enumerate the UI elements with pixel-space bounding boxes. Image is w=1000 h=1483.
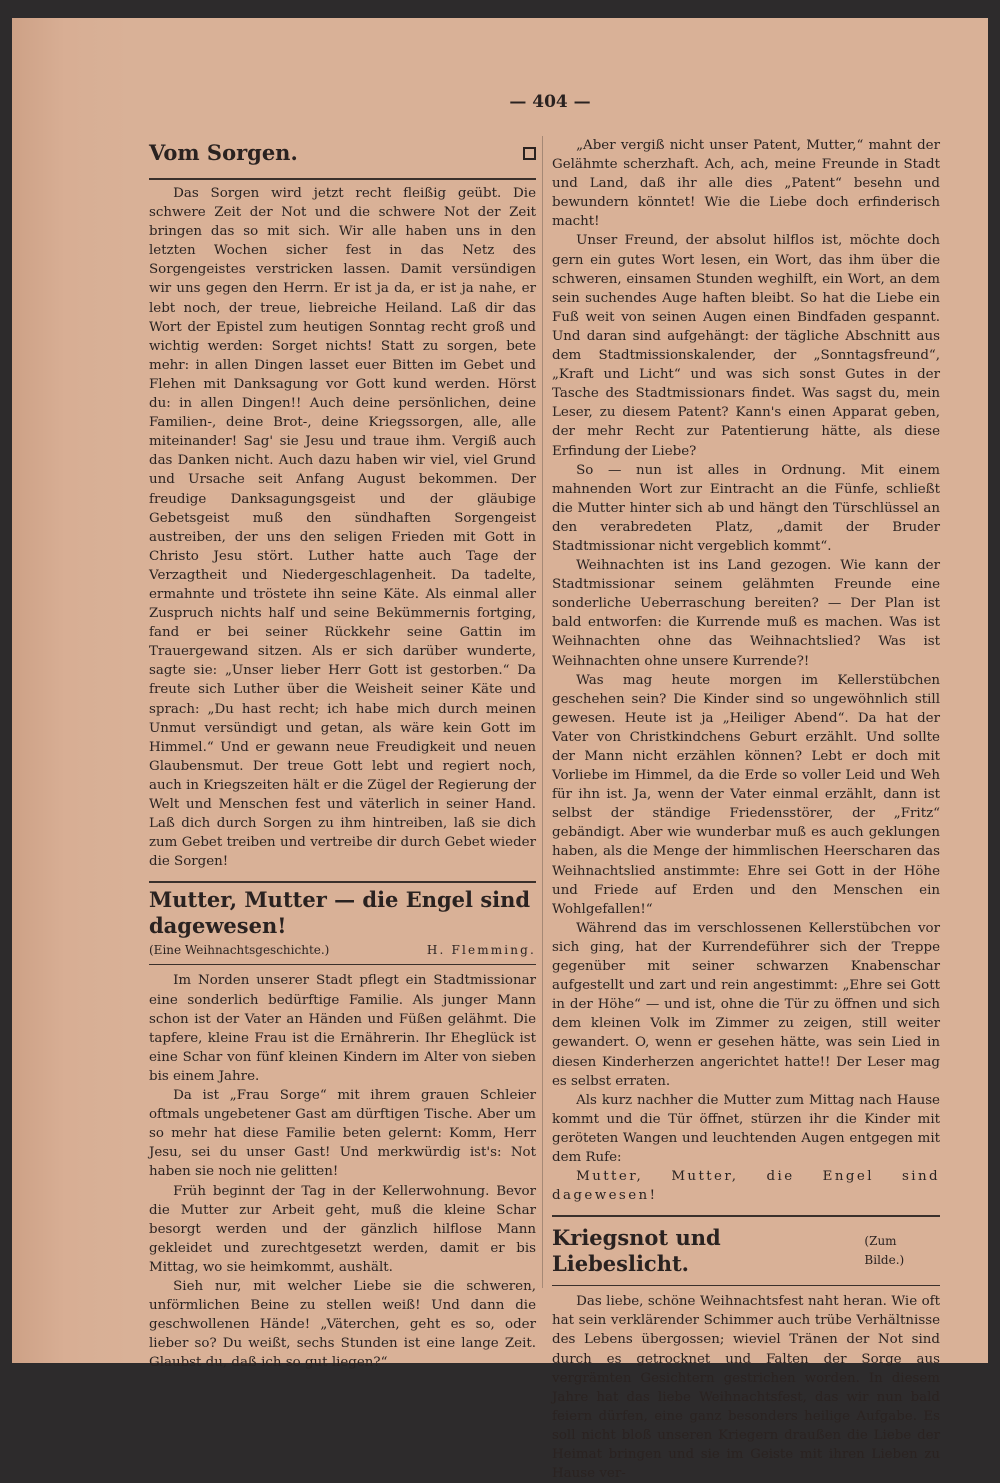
page-gutter	[12, 18, 130, 1363]
article-title: Vom Sorgen.	[149, 140, 298, 165]
section-divider	[149, 881, 536, 883]
article-paragraph: Unser Freund, der absolut hilflos ist, möchte doch gern ein gutes Wort lesen, ein Wort, das ihm über die schweren, einsamen Stunden weghilft, ein Wort, an dem sein suchendes Auge haften bleibt. So hat die Liebe ein Fuß weit von seinen Augen einen Bindfaden gespannt. Und daran sind aufgehängt: der tägliche Abschnitt aus dem Stadtmissionskalender, der „Sonntagsfreund“, „Kraft und Licht“ und was sich sonst Gutes in der Tasche des Stadtmissionars findet. Was sagst du, mein Leser, zu diesem Patent? Kann's einen Apparat geben, der mehr Recht zur Patentierung hätte, als diese Erfindung der Liebe?	[552, 233, 940, 459]
title-rule	[552, 1285, 940, 1286]
right-column	[542, 136, 940, 1482]
article-paragraph: „Aber vergiß nicht unser Patent, Mutter,“ mahnt der Gelähmte scherzhaft. Ach, ach, meine Freunde in Stadt und Land, daß ihr alle dies „Patent“ besehn und bewundern könntet! Wie die Liebe doch erfinderisch macht!	[552, 138, 940, 230]
article-paragraph: Das Sorgen wird jetzt recht fleißig geübt. Die schwere Zeit der Not und die schwere Not der Zeit bringen das so mit sich. Wir alle haben uns in den letzten Wochen sicher fest in das Netz des Sorgengeistes verstricken lassen. Damit versündigen wir uns gegen den Herrn. Er ist ja da, er ist ja nahe, er lebt noch, der treue, liebreiche Heiland. Laß dir das Wort der Epistel zum heutigen Sonntag recht groß und wichtig werden: Sorget nichts! Statt zu sorgen, bete mehr: in allen Dingen lasset euer Bitten im Gebet und Flehen mit Danksagung vor Gott kund werden. Hörst du: in allen Dingen!! Auch deine persönlichen, deine Familien-, deine Brot-, deine Kriegssorgen, alle, alle miteinander! Sag' sie Jesu und traue ihm. Vergiß auch das Danken nicht. Auch dazu haben wir viel, viel Grund und Ursache seit Anfang August bekommen. Der freudige Danksagungsgeist und der gläubige Gebetsgeist muß den sündhaften Sorgengeist austreiben, der uns den seligen Frieden mit Gott in Christo Jesu stört. Luther hatte auch Tage der Verzagtheit und Niedergeschlagenheit. Da tadelte, ermahnte und tröstete ihn seine Käte. Als einmal aller Zuspruch nichts half und seine Bekümmernis fortging, fand er bei seiner Rückkehr seine Gattin im Trauergewand sitzen. Als er sich darüber wunderte, sagte sie: „Unser lieber Herr Gott ist gestorben.“ Da freute sich Luther über die Weisheit seiner Käte und sprach: „Du hast recht; ich habe mich durch meinen Unmut versündigt und getan, als wäre kein Gott im Himmel.“ Und er gewann neue Freudigkeit und neuen Glaubensmut. Der treue Gott lebt und regiert noch, auch in Kriegszeiten hält er die Zügel der Regierung der Welt und Menschen fest und väterlich in seiner Hand. Laß dich durch Sorgen zu ihm hintreiben, laß sie dich zum Gebet treiben und vertreibe dir durch Gebet wieder die Sorgen!	[149, 186, 536, 870]
article-closing-line: Mutter, Mutter, die Engel sind dagewesen!	[552, 1169, 940, 1204]
article-paragraph: So — nun ist alles in Ordnung. Mit einem mahnenden Wort zur Eintracht an die Fünfe, schließt die Mutter hinter sich ab und hängt den Türschlüssel an den verabredeten Platz, „damit der Bruder Stadtmissionar nicht vergeblich kommt“.	[552, 462, 940, 554]
article-paragraph: Da ist „Frau Sorge“ mit ihrem grauen Schleier oftmals ungebetener Gast am dürftigen Tische. Aber um so mehr hat diese Familie beten gelernt: Komm, Herr Jesu, sei du unser Gast! Und merkwürdig ist's: Not haben sie noch nie gelitten!	[149, 1088, 536, 1180]
article-paragraph: Im Norden unserer Stadt pflegt ein Stadtmissionar eine sonderlich bedürftige Familie. Als junger Mann schon ist der Vater an Händen und Füßen gelähmt. Die tapfere, kleine Frau ist die Ernährerin. Ihr Eheglück ist eine Schar von fünf kleinen Kindern im Alter von sieben bis einem Jahre.	[149, 973, 536, 1084]
article-title: Kriegsnot und Liebeslicht.	[552, 1225, 721, 1277]
page-number: — 404 —	[509, 92, 591, 112]
article-header	[552, 1221, 940, 1283]
article-byline	[149, 941, 536, 960]
title-rule	[149, 964, 536, 965]
article-paragraph: Als kurz nachher die Mutter zum Mittag nach Hause kommt und die Tür öffnet, stürzen ihr die Kinder mit geröteten Wangen und leuchtenden Augen entgegen mit dem Rufe:	[552, 1092, 940, 1165]
article-author: H. Flemming.	[426, 943, 536, 958]
article-paragraph: Was mag heute morgen im Kellerstübchen geschehen sein? Die Kinder sind so ungewöhnlich still gewesen. Heute ist ja „Heiliger Abend“. Da hat der Vater von Christkindchens Geburt erzählt. Und sollte der Mann nicht erzählen können? Lebt er doch mit Vorliebe im Himmel, da die Erde so voller Leid und Weh für ihn ist. Ja, wenn der Vater einmal erzählt, dann ist selbst der ständige Friedensstörer, der „Fritz“ gebändigt. Aber wie wunderbar muß es auch geklungen haben, als die Menge der himmlischen Heerscharen das Weihnachtslied anstimmte: Ehre sei Gott in der Höhe und Friede auf Erden und den Menschen ein Wohlgefallen!“	[552, 672, 940, 917]
left-column	[149, 136, 536, 1371]
article-subtitle: (Eine Weihnachtsgeschichte.)	[149, 943, 330, 958]
article-paragraph: Sieh nur, mit welcher Liebe sie die schweren, unförmlichen Beine zu stellen weiß! Und dann die geschwollenen Hände! „Väterchen, geht es so, oder lieber so? Du weißt, sechs Stunden ist eine lange Zeit. Glaubst du, daß ich so gut liegen?“	[149, 1278, 536, 1371]
article-header	[149, 136, 536, 172]
title-rule	[149, 178, 536, 180]
article-title: Mutter, Mutter — die Engel sind dagewesen!	[149, 887, 531, 939]
article-paragraph: Weihnachten ist ins Land gezogen. Wie kann der Stadtmissionar seinem gelähmten Freunde eine sonderliche Ueberraschung bereiten? — Der Plan ist bald entworfen: die Kurrende muß es machen. Was ist Weihnachten ohne das Weihnachtslied? Was ist Weihnachten ohne unsere Kurrende?!	[552, 558, 940, 669]
article-paragraph: Früh beginnt der Tag in der Kellerwohnung. Bevor die Mutter zur Arbeit geht, muß die kleine Schar besorgt werden und der gänzlich hilflose Mann gekleidet und zurechtgesetzt werden, damit er bis Mittag, wo sie heimkommt, aushält.	[149, 1183, 536, 1275]
book-page	[12, 18, 988, 1482]
article-paragraph: Das liebe, schöne Weihnachtsfest naht heran. Wie oft hat sein verklärender Schimmer auch trübe Verhältnisse des Lebens übergossen; wieviel Tränen der Not sind durch es getrocknet und Falten der Sorge aus vergrämten Gesichtern gestrichen worden. In diesem Jahre hat das liebe Weihnachtsfest, das wir nun bald feiern dürfen, eine ganz besonders heilige Aufgabe. Es soll nicht bloß unseren Kriegern draußen die Liebe der Heimat bringen und sie im Geiste mit ihren Lieben zu Hause ver-	[552, 1294, 940, 1482]
article-note: (Zum Bilde.)	[864, 1234, 905, 1268]
article-paragraph: Während das im verschlossenen Kellerstübchen vor sich ging, hat der Kurrendeführer sich der Treppe gegenüber mit seiner schwarzen Knabenschar aufgestellt und zart und rein angestimmt: „Ehre sei Gott in der Höhe“ — und ist, ohne die Tür zu öffnen und sich dem kleinen Volk im Zimmer zu zeigen, still weiter gewandert. O, wenn er gesehen hätte, was sein Lied in diesen Kinderherzen angerichtet hatte!! Der Leser mag es selbst erraten.	[552, 920, 940, 1089]
section-divider	[552, 1215, 940, 1217]
square-ornament-icon	[523, 147, 536, 160]
